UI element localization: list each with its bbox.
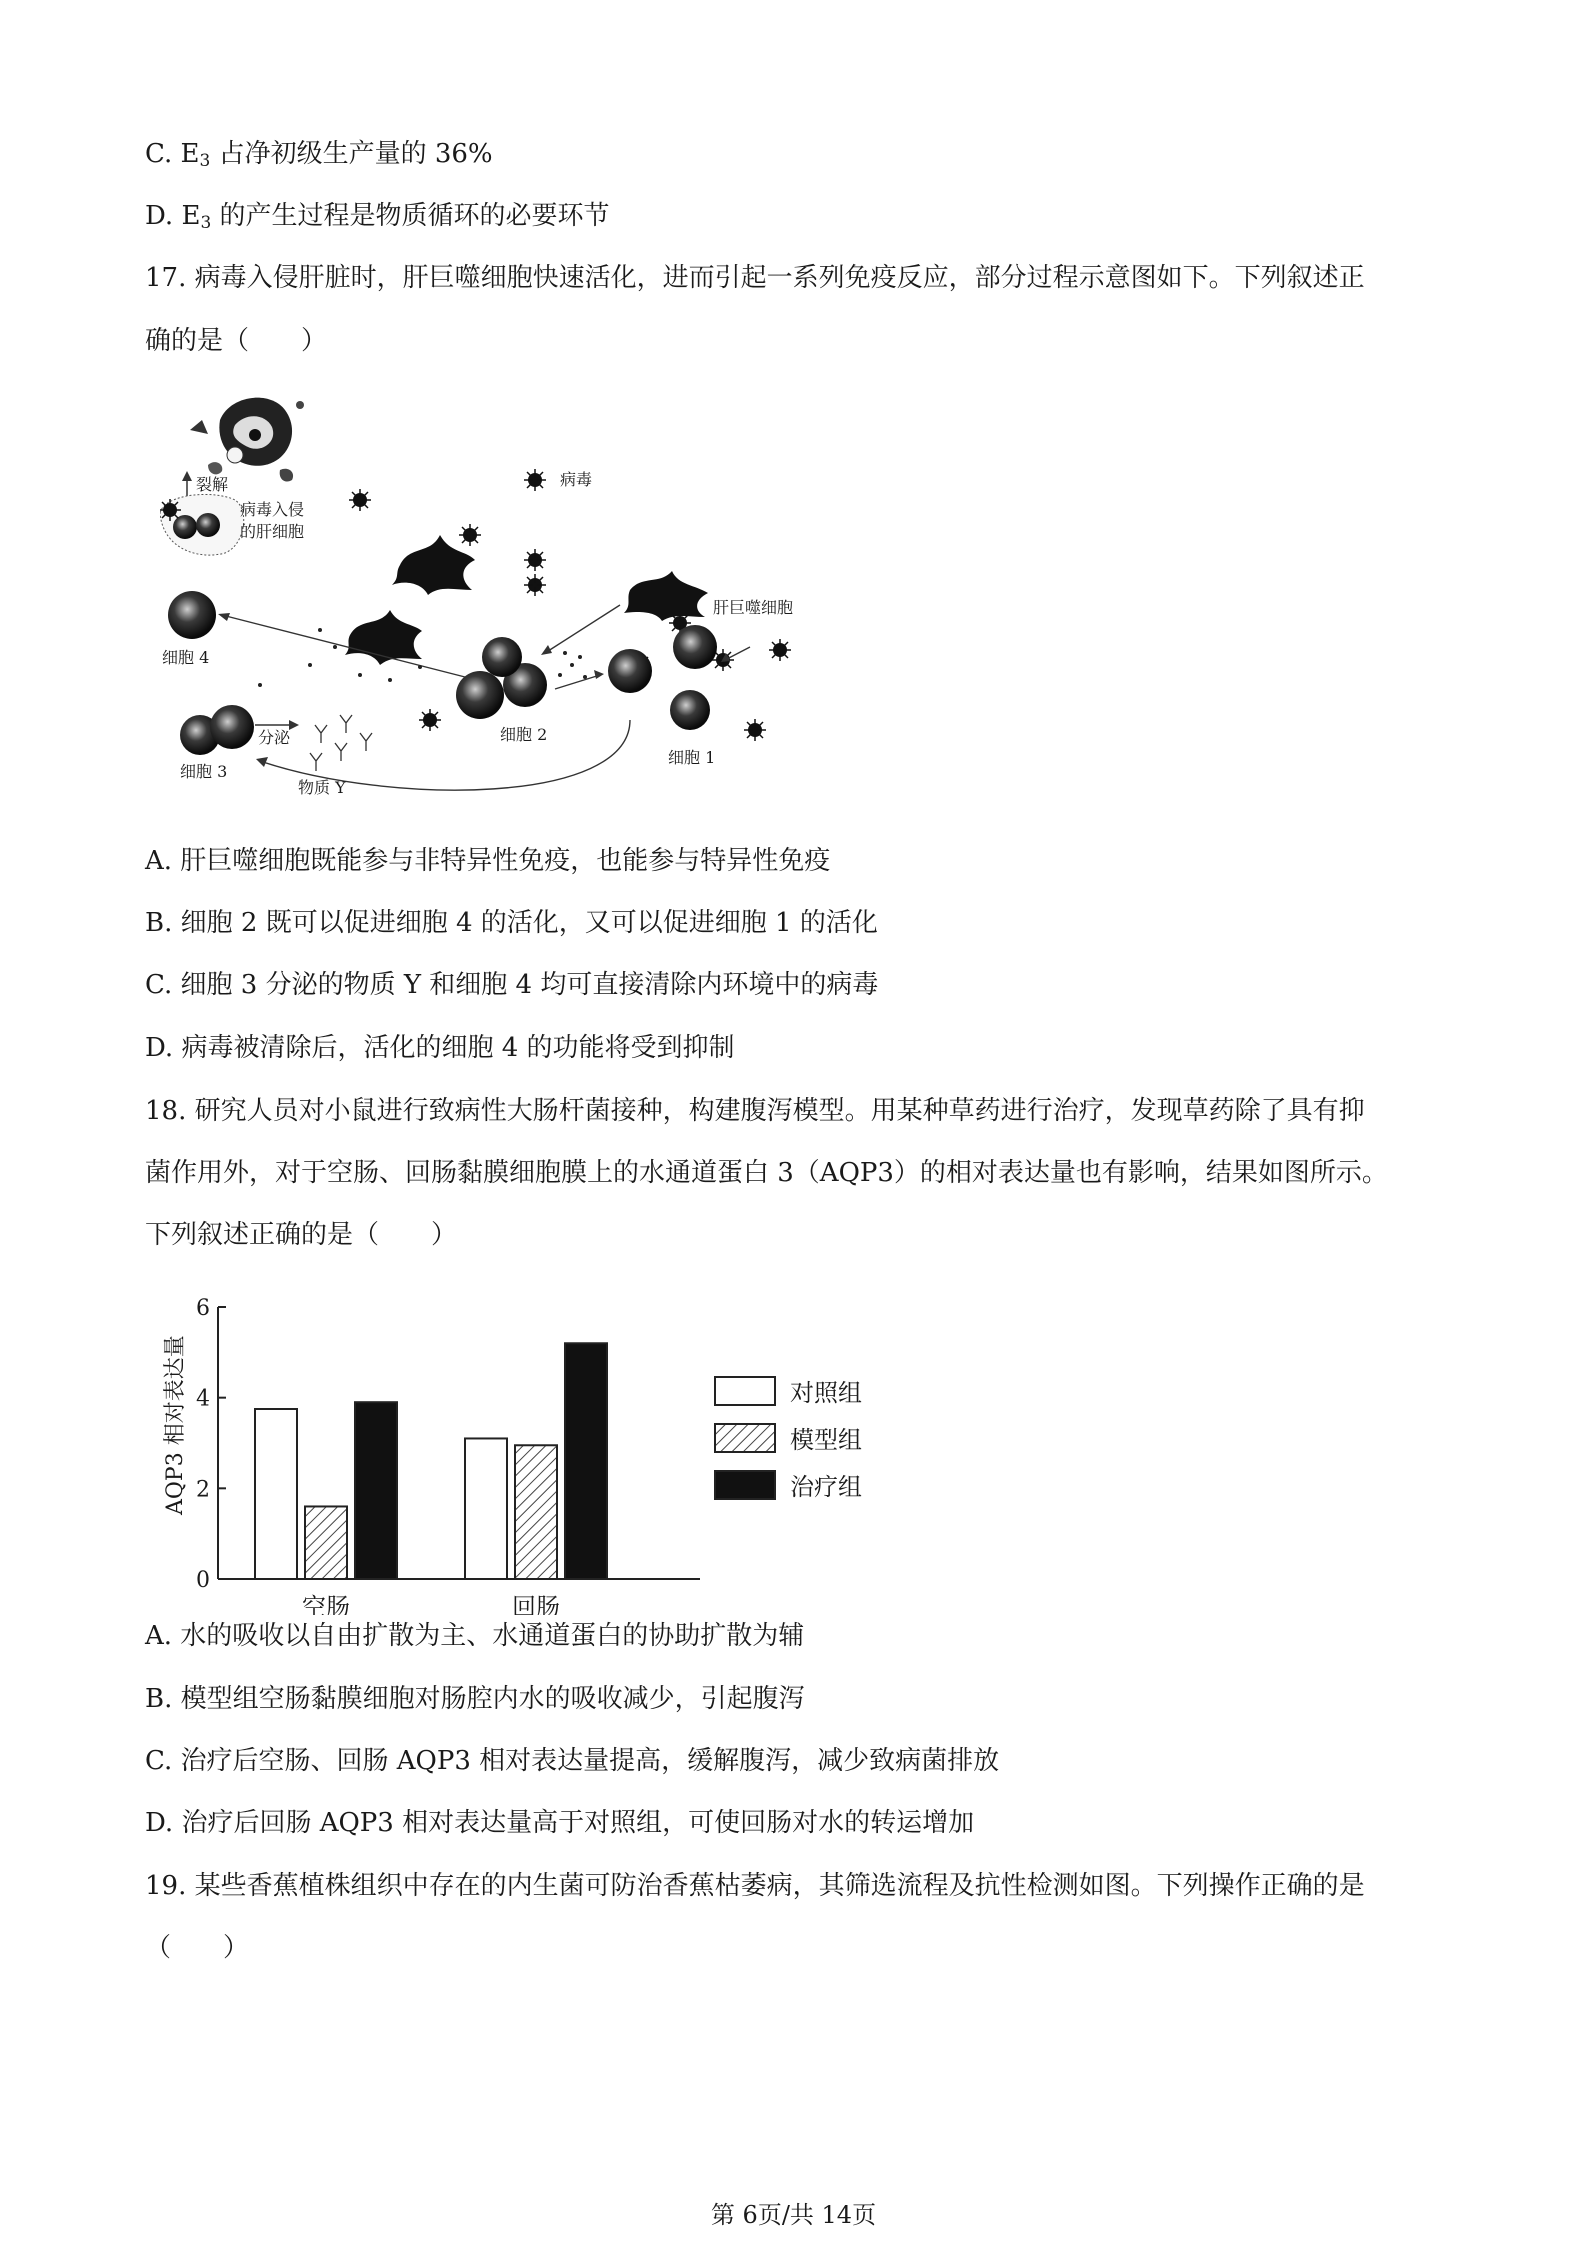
legend-label: 治疗组 bbox=[790, 1473, 862, 1501]
virus-icon bbox=[769, 639, 791, 661]
y-tick-label: 2 bbox=[196, 1477, 210, 1503]
immune-diagram-svg bbox=[160, 385, 800, 805]
bar-治疗组-空肠 bbox=[355, 1402, 397, 1579]
infected-cell-label-2: 的肝细胞 bbox=[240, 522, 305, 541]
cell-3b bbox=[210, 705, 254, 749]
q18-option-d: D. 治疗后回肠 AQP3 相对表达量高于对照组，可使回肠对水的转运增加 bbox=[145, 1808, 975, 1838]
chart-legend bbox=[715, 1377, 862, 1501]
q18-stem-line3: 下列叙述正确的是（ ） bbox=[145, 1220, 458, 1250]
cell-1c bbox=[670, 690, 710, 730]
cell4-label: 细胞 4 bbox=[162, 648, 210, 667]
q18-option-a: A. 水的吸收以自由扩散为主、水通道蛋白的协助扩散为辅 bbox=[145, 1621, 805, 1651]
immune-process-diagram bbox=[160, 385, 800, 805]
q18-stem-line2: 菌作用外，对于空肠、回肠黏膜细胞膜上的水通道蛋白 3（AQP3）的相对表达量也有影响，结果如图所示。 bbox=[145, 1158, 1388, 1188]
legend-swatch-模型组 bbox=[715, 1424, 775, 1452]
cell3-label: 细胞 3 bbox=[180, 762, 228, 781]
cell-4 bbox=[168, 591, 216, 639]
virus-icon bbox=[524, 549, 546, 571]
x-tick-label: 空肠 bbox=[302, 1593, 350, 1615]
x-tick-label: 回肠 bbox=[512, 1593, 560, 1615]
q17-option-c: C. 细胞 3 分泌的物质 Y 和细胞 4 均可直接清除内环境中的病毒 bbox=[145, 970, 879, 1000]
substance-y-label: 物质 Y bbox=[298, 778, 346, 797]
q19-stem-line1: 19. 某些香蕉植株组织中存在的内生菌可防治香蕉枯萎病，其筛选流程及抗性检测如图。下列操作正确的是 bbox=[145, 1871, 1365, 1901]
aqp3-bar-chart bbox=[140, 1285, 900, 1615]
virus-icon bbox=[349, 489, 371, 511]
virus-label: 病毒 bbox=[560, 470, 593, 489]
macrophage-top bbox=[392, 535, 475, 595]
virus-icon bbox=[459, 524, 481, 546]
bar-治疗组-回肠 bbox=[565, 1343, 607, 1579]
y-tick-label: 6 bbox=[196, 1296, 210, 1321]
lysis-label: 裂解 bbox=[196, 475, 229, 494]
q16-option-d: D. $E_3$ 的产生过程是物质循环的必要环节 bbox=[145, 201, 610, 233]
legend-swatch-对照组 bbox=[715, 1377, 775, 1405]
cell-1 bbox=[608, 649, 652, 693]
secrete-label: 分泌 bbox=[258, 728, 291, 747]
q18-option-c: C. 治疗后空肠、回肠 AQP3 相对表达量提高，缓解腹泻，减少致病菌排放 bbox=[145, 1746, 1000, 1776]
cell2-label: 细胞 2 bbox=[500, 725, 548, 744]
legend-swatch-治疗组 bbox=[715, 1471, 775, 1499]
q17-option-a: A. 肝巨噬细胞既能参与非特异性免疫，也能参与特异性免疫 bbox=[145, 846, 831, 876]
antibody-icons bbox=[310, 715, 372, 771]
y-tick-label: 4 bbox=[196, 1386, 210, 1412]
virus-icon bbox=[744, 719, 766, 741]
q17-option-b: B. 细胞 2 既可以促进细胞 4 的活化，又可以促进细胞 1 的活化 bbox=[145, 908, 878, 938]
bar-模型组-回肠 bbox=[515, 1445, 557, 1579]
lysed-cell bbox=[190, 398, 304, 482]
chart-bars bbox=[255, 1343, 607, 1579]
virus-icon bbox=[524, 574, 546, 596]
q18-stem-line1: 18. 研究人员对小鼠进行致病性大肠杆菌接种，构建腹泻模型。用某种草药进行治疗，发现草药除了具有抑 bbox=[145, 1096, 1365, 1126]
q19-stem-line2: （ ） bbox=[145, 1933, 250, 1963]
legend-label: 模型组 bbox=[790, 1426, 862, 1454]
cell1-label: 细胞 1 bbox=[668, 748, 716, 767]
cell-2 bbox=[456, 671, 504, 719]
bar-对照组-回肠 bbox=[465, 1438, 507, 1579]
q17-stem-line1: 17. 病毒入侵肝脏时，肝巨噬细胞快速活化，进而引起一系列免疫反应，部分过程示意图如下。下列叙述正 bbox=[145, 263, 1365, 293]
q18-option-b: B. 模型组空肠黏膜细胞对肠腔内水的吸收减少，引起腹泻 bbox=[145, 1684, 805, 1714]
legend-label: 对照组 bbox=[790, 1379, 862, 1407]
q17-stem-line2: 确的是（ ） bbox=[145, 326, 328, 356]
aqp3-chart-svg bbox=[140, 1285, 900, 1615]
virus-icon bbox=[524, 469, 546, 491]
cell-2c bbox=[482, 637, 522, 677]
q16-option-c: C. $E_3$ 占净初级生产量的 36% bbox=[145, 139, 493, 171]
macrophage-label: 肝巨噬细胞 bbox=[713, 598, 794, 617]
virus-icon bbox=[419, 709, 441, 731]
virus-icon bbox=[160, 499, 181, 521]
bar-模型组-空肠 bbox=[305, 1506, 347, 1579]
chart-y-axis-label: AQP3 相对表达量 bbox=[163, 1335, 188, 1515]
y-tick-label: 0 bbox=[196, 1568, 210, 1593]
cell-1b bbox=[673, 625, 717, 669]
macrophage-right bbox=[624, 571, 708, 621]
q17-option-d: D. 病毒被清除后，活化的细胞 4 的功能将受到抑制 bbox=[145, 1033, 735, 1063]
infected-cell-label-1: 病毒入侵 bbox=[240, 500, 305, 519]
page-footer: 第 6页/共 14页 bbox=[710, 2201, 877, 2229]
bar-对照组-空肠 bbox=[255, 1409, 297, 1579]
